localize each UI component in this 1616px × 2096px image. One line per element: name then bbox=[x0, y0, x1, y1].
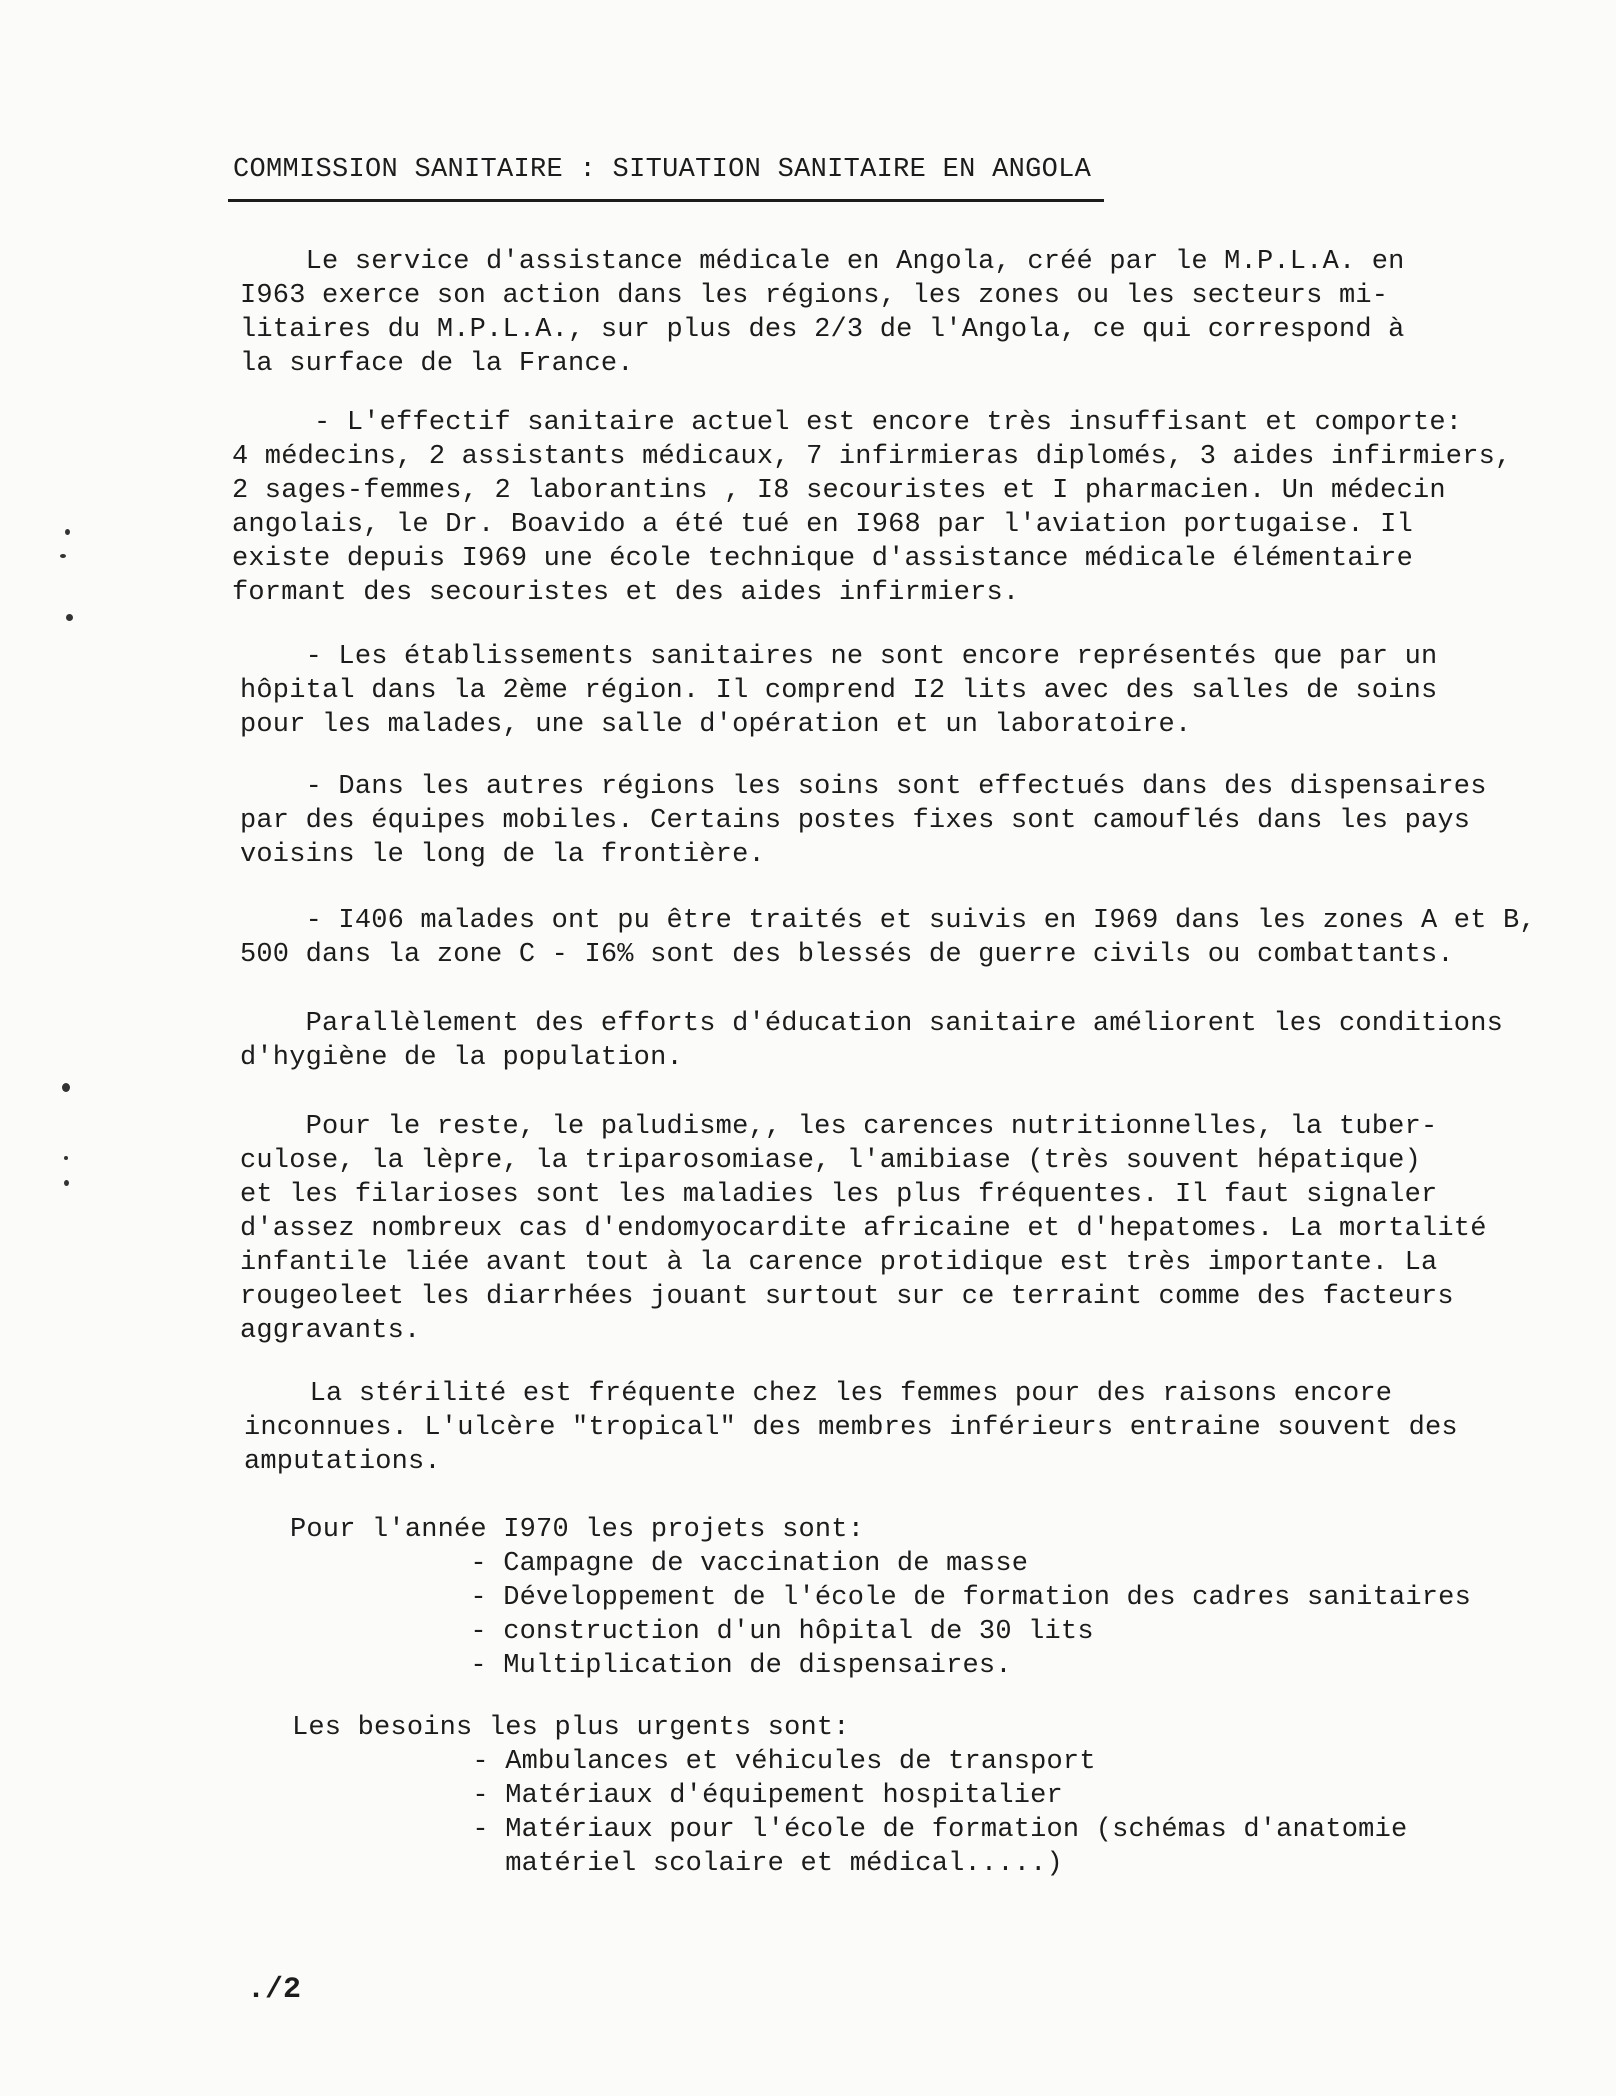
paragraph-9-line: - construction d'un hôpital de 30 lits bbox=[290, 1617, 1094, 1647]
paragraph-10-line: - Ambulances et véhicules de transport bbox=[292, 1747, 1096, 1777]
paragraph-9-line: - Multiplication de dispensaires. bbox=[290, 1651, 1012, 1681]
paragraph-2-line: existe depuis I969 une école technique d'assistance médicale élémentaire bbox=[232, 544, 1413, 574]
paragraph-8-line: inconnues. L'ulcère "tropical" des membres inférieurs entraine souvent des bbox=[244, 1413, 1458, 1443]
paragraph-7-line: aggravants. bbox=[240, 1316, 421, 1346]
scan-speck bbox=[60, 554, 66, 558]
paragraph-10-line: - Matériaux pour l'école de formation (schémas d'anatomie bbox=[292, 1815, 1408, 1845]
paragraph-9-line: Pour l'année I970 les projets sont: bbox=[290, 1515, 865, 1545]
paragraph-6-line: d'hygiène de la population. bbox=[240, 1043, 683, 1073]
paragraph-9-line: - Développement de l'école de formation des cadres sanitaires bbox=[290, 1583, 1471, 1613]
paragraph-9-line: - Campagne de vaccination de masse bbox=[290, 1549, 1029, 1579]
page-continuation-marker: ./2 bbox=[247, 1973, 302, 2007]
scan-speck bbox=[64, 1180, 69, 1186]
paragraph-7-line: infantile liée avant tout à la carence protidique est très importante. La bbox=[240, 1248, 1438, 1278]
paragraph-7-line: culose, la lèpre, la triparosomiase, l'amibiase (très souvent hépatique) bbox=[240, 1146, 1421, 1176]
paragraph-10-line: - Matériaux d'équipement hospitalier bbox=[292, 1781, 1063, 1811]
paragraph-1-line: litaires du M.P.L.A., sur plus des 2/3 de l'Angola, ce qui correspond à bbox=[240, 315, 1405, 345]
paragraph-1-line: la surface de la France. bbox=[240, 349, 634, 379]
scan-speck bbox=[64, 1156, 68, 1160]
paragraph-3-line: pour les malades, une salle d'opération et un laboratoire. bbox=[240, 710, 1192, 740]
paragraph-4-line: - Dans les autres régions les soins sont effectués dans des dispensaires bbox=[240, 772, 1487, 802]
paragraph-10-line: Les besoins les plus urgents sont: bbox=[292, 1713, 850, 1743]
paragraph-2-line: 4 médecins, 2 assistants médicaux, 7 infirmieras diplomés, 3 aides infirmiers, bbox=[232, 442, 1512, 472]
paragraph-2-line: - L'effectif sanitaire actuel est encore très insuffisant et comporte: bbox=[232, 408, 1463, 438]
scan-speck bbox=[62, 1083, 70, 1092]
paragraph-10-line: matériel scolaire et médical.....) bbox=[292, 1849, 1063, 1879]
paragraph-5-line: - I406 malades ont pu être traités et suivis en I969 dans les zones A et B, bbox=[240, 906, 1536, 936]
scan-speck bbox=[65, 529, 70, 535]
paragraph-7-line: et les filarioses sont les maladies les plus fréquentes. Il faut signaler bbox=[240, 1180, 1438, 1210]
paragraph-1-line: I963 exerce son action dans les régions, les zones ou les secteurs mi- bbox=[240, 281, 1389, 311]
title-underline bbox=[228, 199, 1104, 202]
paragraph-4-line: par des équipes mobiles. Certains postes fixes sont camouflés dans les pays bbox=[240, 806, 1471, 836]
paragraph-2-line: angolais, le Dr. Boavido a été tué en I968 par l'aviation portugaise. Il bbox=[232, 510, 1413, 540]
paragraph-7-line: d'assez nombreux cas d'endomyocardite africaine et d'hepatomes. La mortalité bbox=[240, 1214, 1487, 1244]
paragraph-6-line: Parallèlement des efforts d'éducation sanitaire améliorent les conditions bbox=[240, 1009, 1504, 1039]
paragraph-4-line: voisins le long de la frontière. bbox=[240, 840, 765, 870]
document-title: COMMISSION SANITAIRE : SITUATION SANITAIRE EN ANGOLA bbox=[233, 155, 1092, 185]
paragraph-2-line: formant des secouristes et des aides infirmiers. bbox=[232, 578, 1020, 608]
paragraph-7-line: Pour le reste, le paludisme,, les carences nutritionnelles, la tuber- bbox=[240, 1112, 1438, 1142]
paragraph-8-line: La stérilité est fréquente chez les femmes pour des raisons encore bbox=[244, 1379, 1393, 1409]
paragraph-2-line: 2 sages-femmes, 2 laborantins , I8 secouristes et I pharmacien. Un médecin bbox=[232, 476, 1446, 506]
paragraph-1-line: Le service d'assistance médicale en Angola, créé par le M.P.L.A. en bbox=[240, 247, 1405, 277]
paragraph-7-line: rougeoleet les diarrhées jouant surtout sur ce terraint comme des facteurs bbox=[240, 1282, 1454, 1312]
paragraph-8-line: amputations. bbox=[244, 1447, 441, 1477]
paragraph-5-line: 500 dans la zone C - I6% sont des blessés de guerre civils ou combattants. bbox=[240, 940, 1454, 970]
paragraph-3-line: hôpital dans la 2ème région. Il comprend I2 lits avec des salles de soins bbox=[240, 676, 1438, 706]
paragraph-3-line: - Les établissements sanitaires ne sont encore représentés que par un bbox=[240, 642, 1438, 672]
scan-speck bbox=[66, 614, 73, 621]
